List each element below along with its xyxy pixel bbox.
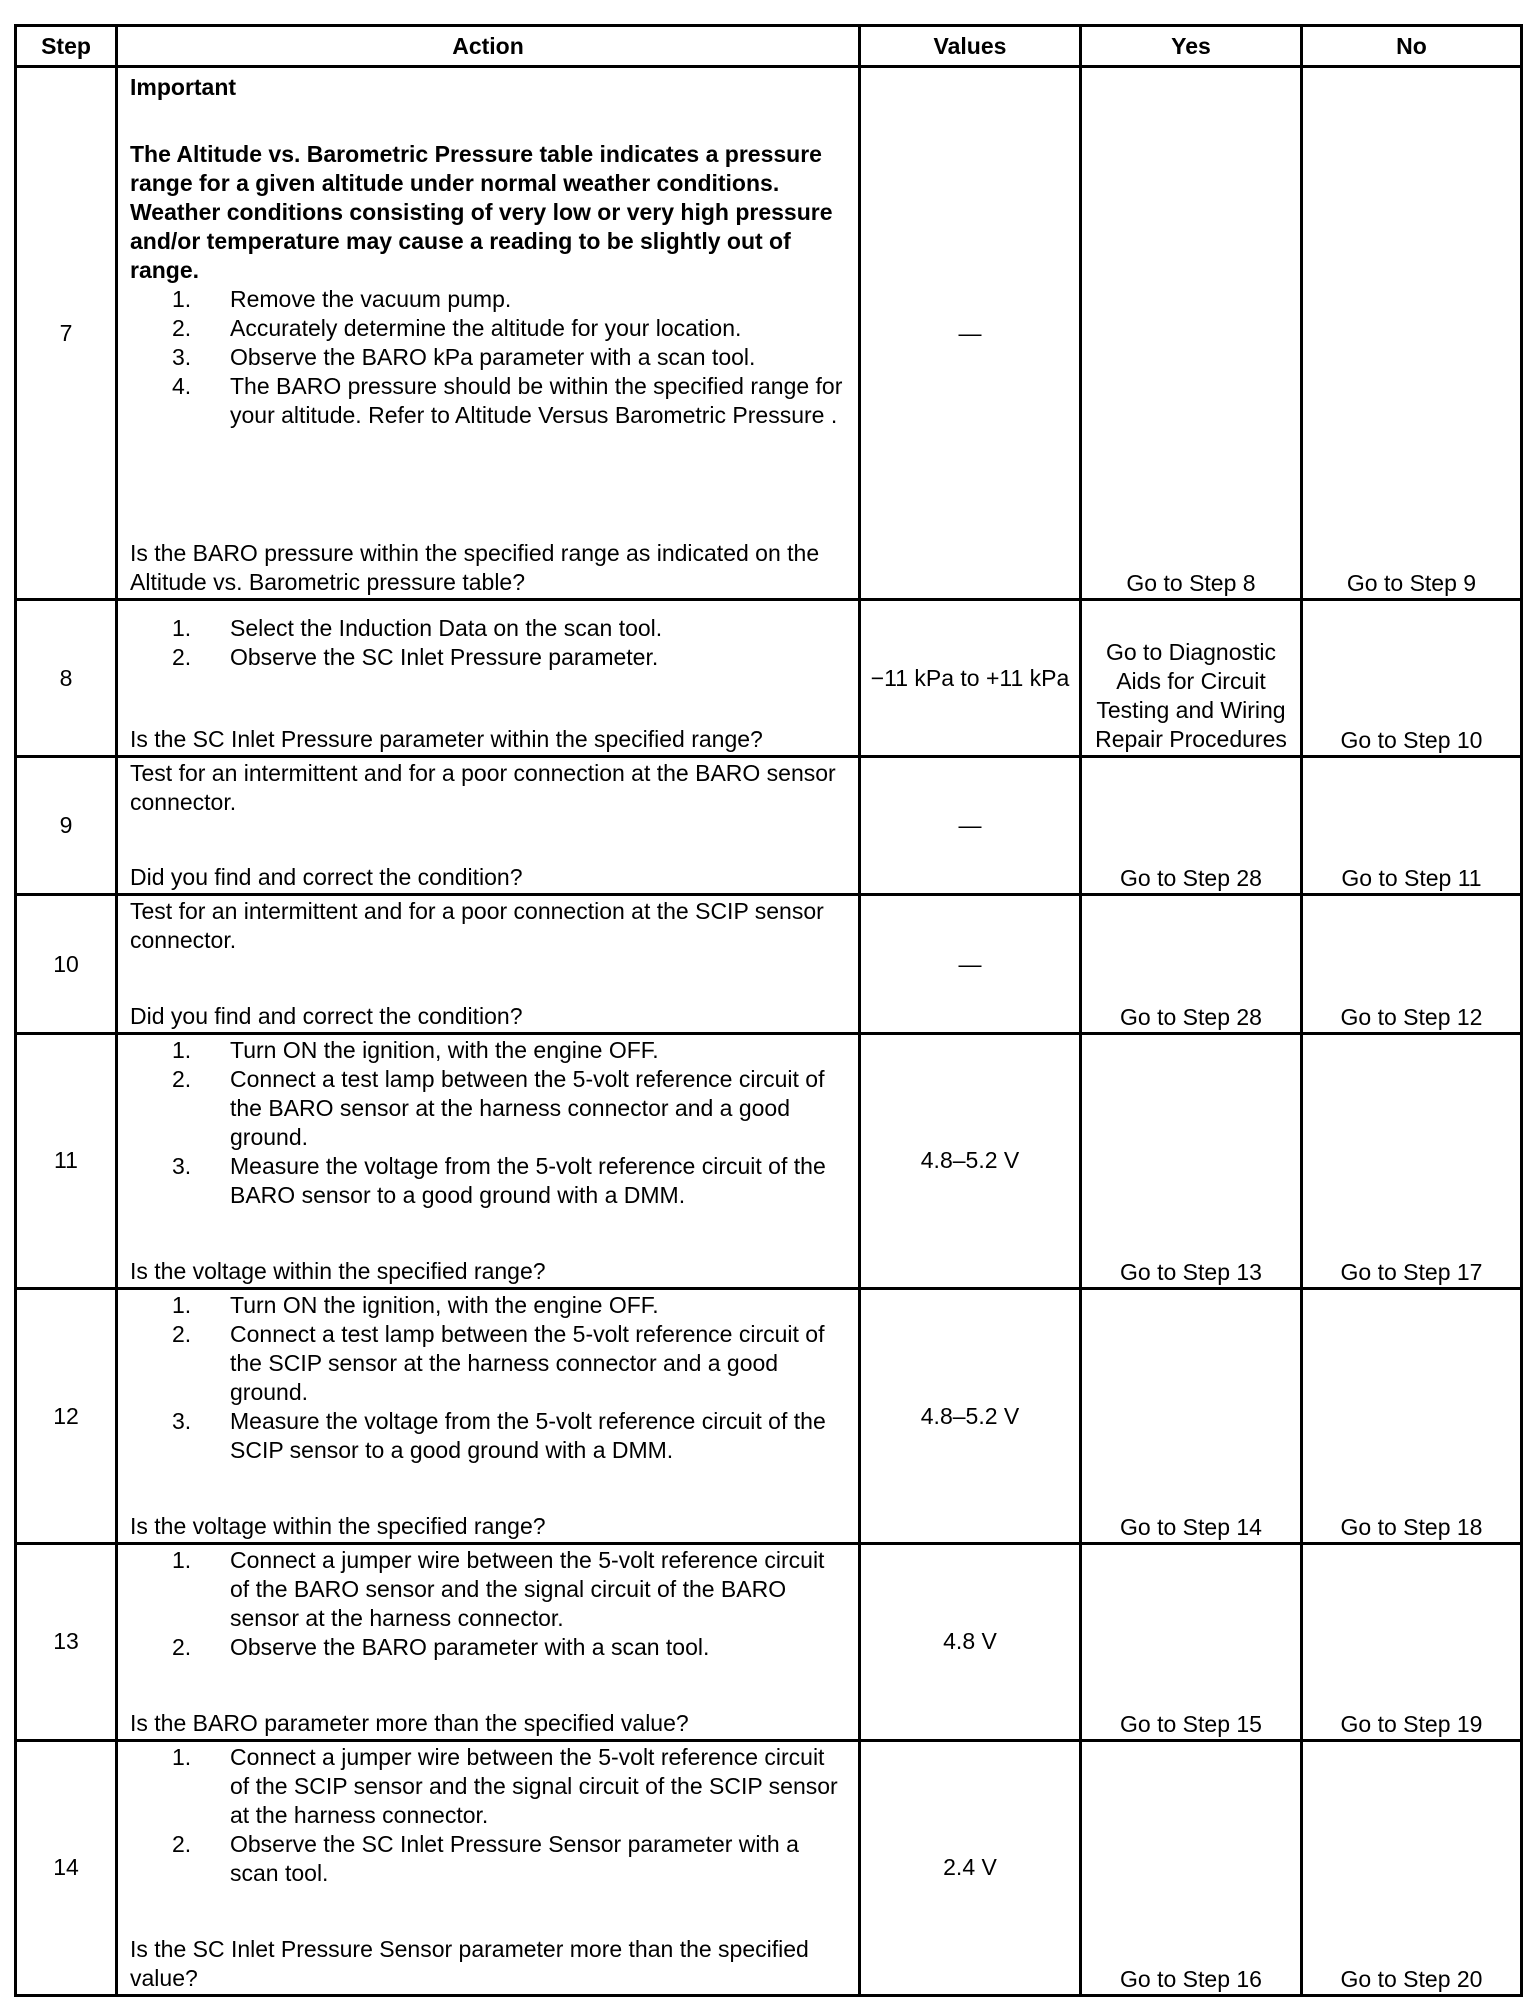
no-cell: Go to Step 18 — [1302, 1289, 1522, 1544]
question-text: Is the BARO parameter more than the specified value? — [130, 1709, 689, 1736]
value-cell: 4.8–5.2 V — [860, 1289, 1081, 1544]
table-row — [16, 600, 1522, 757]
list-item: 2. Observe the SC Inlet Pressure Sensor parameter with a scan tool. — [172, 1830, 799, 1886]
action-cell — [117, 1740, 860, 1995]
list-item: 3. Measure the voltage from the 5-volt reference circuit of the SCIP sensor to a good ground with a DMM. — [172, 1408, 826, 1464]
procedure-list — [130, 1546, 848, 1662]
yes-cell: Go to Step 13 — [1081, 1033, 1302, 1288]
yes-cell — [1081, 600, 1302, 757]
question-text: Did you find and correct the condition? — [130, 1002, 523, 1029]
list-item: 2. Observe the SC Inlet Pressure parameter. — [172, 644, 659, 671]
list-item: 2. Observe the BARO parameter with a scan tool. — [172, 1634, 710, 1661]
procedure-list — [130, 1743, 848, 1888]
no-cell: Go to Step 11 — [1302, 756, 1522, 895]
procedure-list — [130, 1291, 848, 1465]
list-item: 1. Select the Induction Data on the scan tool. — [172, 615, 663, 642]
yes-cell: Go to Step 28 — [1081, 756, 1302, 895]
list-item: 1. Turn ON the ignition, with the engine OFF. — [172, 1036, 659, 1063]
table-row — [16, 67, 1522, 600]
list-item: 2. Connect a test lamp between the 5-volt reference circuit of the SCIP sensor at the harness connector and a good ground. — [172, 1321, 825, 1406]
list-item: 4. The BARO pressure should be within the specified range for your altitude. Refer to Altitude Versus Barometric Pressure . — [172, 373, 843, 428]
value-cell: −11 kPa to +11 kPa — [860, 600, 1081, 757]
table-row — [16, 1033, 1522, 1288]
action-cell — [117, 1033, 860, 1288]
table-row — [16, 895, 1522, 1034]
list-item: 1. Connect a jumper wire between the 5-volt reference circuit of the SCIP sensor and the signal circuit of the SCIP sensor at the harness connector. — [172, 1743, 838, 1828]
no-cell: Go to Step 10 — [1302, 600, 1522, 757]
step-number: 7 — [16, 67, 117, 600]
question-text: Is the voltage within the specified range? — [130, 1258, 546, 1285]
procedure-list — [130, 1036, 848, 1210]
yes-link-text: Go to Diagnostic Aids for Circuit Testing and Wiring Repair Procedures — [1095, 638, 1287, 752]
step-number: 10 — [16, 895, 117, 1034]
header-no: No — [1302, 26, 1522, 67]
no-cell: Go to Step 17 — [1302, 1033, 1522, 1288]
value-cell: 4.8–5.2 V — [860, 1033, 1081, 1288]
table-row — [16, 756, 1522, 895]
diagnostic-table — [14, 24, 1523, 1997]
action-text: Test for an intermittent and for a poor connection at the SCIP sensor connector. — [130, 898, 824, 954]
no-cell: Go to Step 9 — [1302, 67, 1522, 600]
value-cell: — — [860, 895, 1081, 1034]
header-yes: Yes — [1081, 26, 1302, 67]
header-action: Action — [117, 26, 860, 67]
procedure-list — [130, 285, 848, 430]
list-item: 2. Accurately determine the altitude for your location. — [172, 315, 742, 341]
list-item: 2. Connect a test lamp between the 5-volt reference circuit of the BARO sensor at the harness connector and a good ground. — [172, 1065, 825, 1150]
step-number: 8 — [16, 600, 117, 757]
yes-cell: Go to Step 28 — [1081, 895, 1302, 1034]
action-cell — [117, 756, 860, 895]
yes-cell: Go to Step 14 — [1081, 1289, 1302, 1544]
step-number: 12 — [16, 1289, 117, 1544]
list-item: 1. Remove the vacuum pump. — [172, 286, 512, 312]
step-number: 14 — [16, 1740, 117, 1995]
list-item: 3. Measure the voltage from the 5-volt reference circuit of the BARO sensor to a good ground with a DMM. — [172, 1152, 826, 1208]
yes-cell: Go to Step 8 — [1081, 67, 1302, 600]
step-number: 11 — [16, 1033, 117, 1288]
value-cell: 4.8 V — [860, 1544, 1081, 1741]
value-cell: — — [860, 67, 1081, 600]
action-cell — [117, 67, 860, 600]
table-row — [16, 1289, 1522, 1544]
table-row — [16, 1544, 1522, 1741]
table-row — [16, 1740, 1522, 1995]
step-number: 9 — [16, 756, 117, 895]
list-item: 1. Connect a jumper wire between the 5-volt reference circuit of the BARO sensor and the signal circuit of the BARO sensor at the harness connector. — [172, 1547, 825, 1632]
list-item: 3. Observe the BARO kPa parameter with a scan tool. — [172, 344, 756, 370]
question-text: Is the SC Inlet Pressure Sensor parameter more than the specified value? — [130, 1936, 809, 1991]
value-cell: — — [860, 756, 1081, 895]
question-text: Did you find and correct the condition? — [130, 864, 523, 891]
action-cell — [117, 895, 860, 1034]
important-title: Important — [130, 74, 237, 100]
list-item: 1. Turn ON the ignition, with the engine OFF. — [172, 1292, 659, 1319]
header-step: Step — [16, 26, 117, 67]
important-text: The Altitude vs. Barometric Pressure table indicates a pressure range for a given altitude under normal weather conditions. Weather conditions consisting of very low or very high pressure and/or temperature may cause a reading to be slightly out of range. — [130, 141, 833, 283]
value-cell: 2.4 V — [860, 1740, 1081, 1995]
question-text: Is the voltage within the specified range? — [130, 1513, 546, 1540]
yes-cell: Go to Step 16 — [1081, 1740, 1302, 1995]
no-cell: Go to Step 12 — [1302, 895, 1522, 1034]
question-text: Is the SC Inlet Pressure parameter within the specified range? — [130, 725, 763, 752]
procedure-list — [130, 614, 848, 672]
action-cell — [117, 1544, 860, 1741]
no-cell: Go to Step 19 — [1302, 1544, 1522, 1741]
header-row — [16, 26, 1522, 67]
yes-cell: Go to Step 15 — [1081, 1544, 1302, 1741]
action-text: Test for an intermittent and for a poor connection at the BARO sensor connector. — [130, 759, 836, 815]
step-number: 13 — [16, 1544, 117, 1741]
action-cell — [117, 600, 860, 757]
header-values: Values — [860, 26, 1081, 67]
action-cell — [117, 1289, 860, 1544]
question-text: Is the BARO pressure within the specified range as indicated on the Altitude vs. Barometric pressure table? — [130, 540, 820, 596]
no-cell: Go to Step 20 — [1302, 1740, 1522, 1995]
